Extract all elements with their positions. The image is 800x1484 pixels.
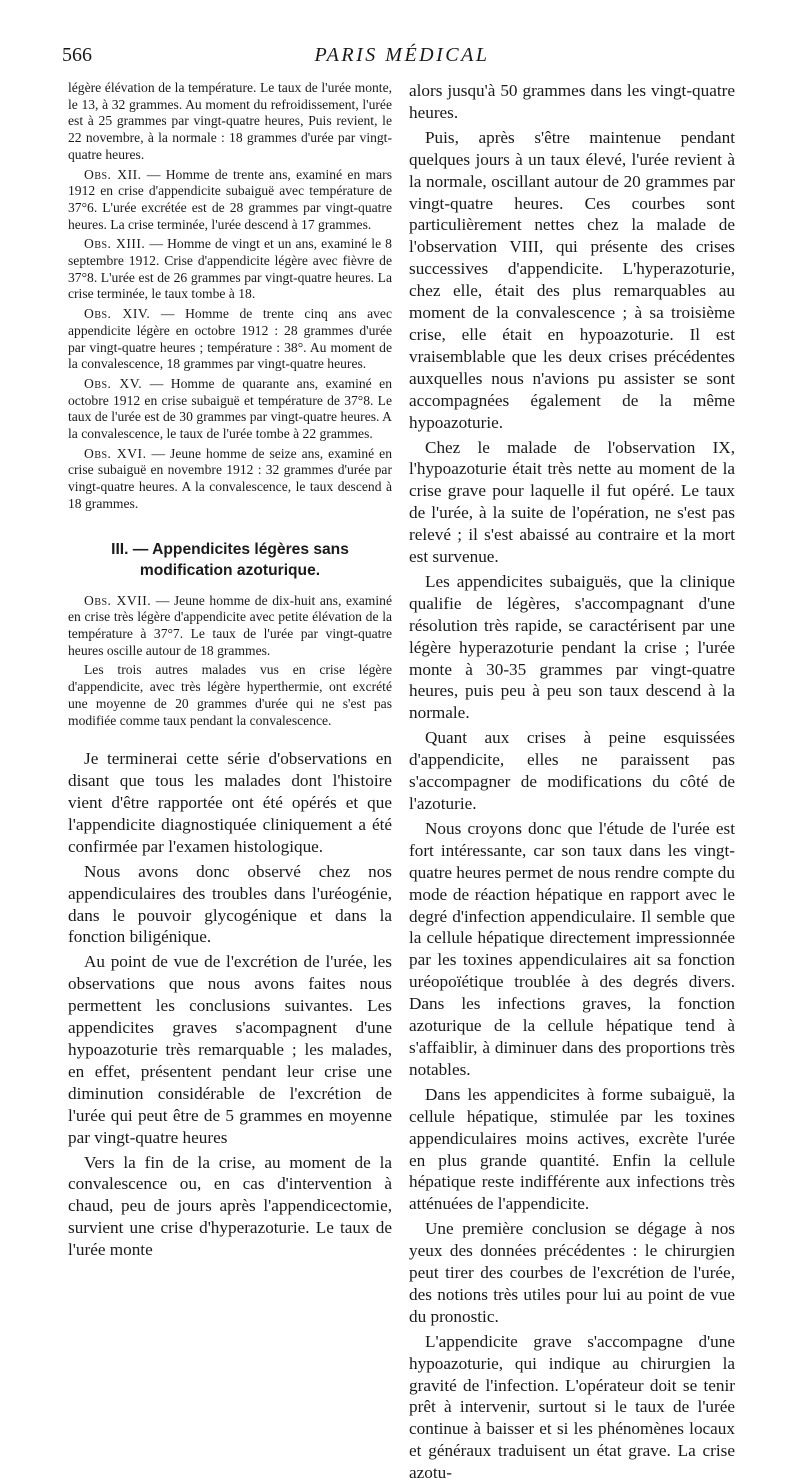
body-paragraph: Nous croyons donc que l'étude de l'urée est fort intéressante, car son taux dans les vingt-quatre heures permet de nous rendre compte du mode de réaction hépatique en rapport avec le degré d'infection appendiculaire. Il semble que la cellule hépatique directement impressionnée par les toxines appendiculaires ait sa fonction uréopoïétique troublée à des degrés divers. Dans les infections graves, la fonction azoturique de la cellule hépatique tend à s'affaiblir, à diminuer dans des proportions très notables. <box>409 818 735 1079</box>
observation-text: — Homme de vingt et un ans, examiné le 8 septembre 1912. Crise d'appendicite légère avec fièvre de 37°8. L'urée est de 26 grammes par vingt-quatre heures. La crise terminée, le taux tombe à 18. <box>68 236 392 302</box>
observation-xii <box>68 167 392 234</box>
page-number: 566 <box>62 44 92 66</box>
observation-xvii <box>68 593 392 660</box>
body-paragraph: Les appendicites subaiguës, que la clinique qualifie de légères, s'accompagnant d'une résolution très rapide, se caractérisent par une légère hyperazoturie pendant la crise ; l'urée monte à 30-35 grammes par vingt-quatre heures, puis peu à peu son taux descend à la normale. <box>409 571 735 723</box>
body-paragraph: Je terminerai cette série d'observations en disant que tous les malades dont l'histoire vient d'être rapportée ont été opérés et que l'appendicite diagnostiquée cliniquement a été confirmée par l'examen histologique. <box>68 749 392 856</box>
obs-continuation: légère élévation de la température. Le taux de l'urée monte, le 13, à 32 grammes. Au moment du refroidissement, l'urée est à 25 grammes par vingt-quatre heures, Puis revient, le 22 novembre, à la normale : 18 grammes d'urée par vingt-quatre heures. <box>68 80 392 162</box>
body-paragraph: Au point de vue de l'excrétion de l'urée, les observations que nous avons faites nous permettent les conclusions suivantes. Les appendicites graves s'acompagnent d'une hypoazoturie très remarquable ; les malades, en effet, présentent pendant leur crise une diminution considérable de l'excrétion de l'urée qui peut être de 5 grammes en moyenne par vingt-quatre heures <box>68 952 392 1147</box>
observation-xiii <box>68 236 392 303</box>
observation-label: Obs. XII. <box>84 166 142 182</box>
body-paragraph: Vers la fin de la crise, au moment de la convalescence ou, en cas d'intervention à chaud, peu de jours après l'appendicectomie, survient une crise d'hyperazoturie. Le taux de l'urée monte <box>68 1152 392 1260</box>
observation-text: — Jeune homme de dix-huit ans, examiné en crise très légère d'appendicite avec petite élévation de la température à 37°7. Le taux de l'urée par vingt-quatre heures oscille autour de 18 grammes. <box>68 592 392 658</box>
observation-label: Obs. XIII. <box>84 236 146 252</box>
body-paragraph: Chez le malade de l'observation IX, l'hypoazoturie était très nette au moment de la crise grave pour laquelle il fut opéré. Le taux de l'urée, à la suite de l'opération, ne s'est pas relevé ; il s'est abaissé au contraire et la mort est survenue. <box>409 437 735 567</box>
body-paragraph: L'appendicite grave s'accompagne d'une hypoazoturie, qui indique au chirurgien la gravité de l'infection. L'opérateur doit se tenir prêt à intervenir, surtout si le taux de l'urée continue à baisser et si les phénomènes locaux et généraux traduisent un état grave. La crise azotu- <box>409 1331 735 1483</box>
observation-xiv <box>68 306 392 373</box>
body-paragraph: alors jusqu'à 50 grammes dans les vingt-quatre heures. <box>409 81 735 122</box>
observation-label: Obs. XVI. <box>84 445 147 461</box>
body-paragraph: Nous avons donc observé chez nos appendiculaires des troubles dans l'uréogénie, dans le pouvoir glycogénique et dans la fonction biligénique. <box>68 861 392 947</box>
body-paragraph: Une première conclusion se dégage à nos yeux des données précédentes : le chirurgien peut tirer des courbes de l'excrétion de l'urée, des notions très utiles pour lui au point de vue du pronostic. <box>409 1219 735 1326</box>
observation-text: — Jeune homme de seize ans, examiné en crise subaiguë en novembre 1912 : 32 grammes d'urée par vingt-quatre heures. A la convalescence, le taux descend à 18 grammes. <box>68 445 392 511</box>
journal-title: PARIS MÉDICAL <box>314 44 490 66</box>
observation-xv <box>68 376 392 443</box>
observation-text: — Homme de trente cinq ans avec appendicite légère en octobre 1912 : 28 grammes d'urée par vingt-quatre heures ; température : 38°. Au moment de la convalescence, 18 grammes par vingt-quatre heures. <box>68 306 393 372</box>
section-heading: III. — Appendicites légères sans modification azoturique. <box>111 540 349 579</box>
observation-text: — Homme de quarante ans, examiné en octobre 1912 en crise subaiguë et température de 37°8. Le taux de l'urée est de 30 grammes par vingt-quatre heures. A la convalescence, le taux de l'urée tombe à 22 grammes. <box>68 375 393 442</box>
right-column <box>409 80 735 1484</box>
observation-label: Obs. XV. <box>84 375 143 391</box>
body-paragraph: Puis, après s'être maintenue pendant quelques jours à un taux élevé, l'urée revient à la normale, oscillant autour de 20 grammes par vingt-quatre heures. Ces courbes sont particulièrement nettes chez la malade de l'observation VIII, qui présente des crises successives d'appendicite. L'hyperazoturie, chez elle, était des plus remarquables au moment de la convalescence ; à sa troisième crise, elle était en hypoazoturie. Il est vraisemblable que les deux crises précédentes auxquelles nous n'avions pu assister se sont accompagnées également de la même hypoazoturie. <box>409 127 735 432</box>
observation-xvi <box>68 446 392 513</box>
body-paragraph: Dans les appendicites à forme subaiguë, la cellule hépatique, stimulée par les toxines appendiculaires moins actives, excrète l'urée en plus grande quantité. Enfin la cellule hépatique reste indifférente aux infections très atténuées de l'appendicite. <box>409 1084 735 1214</box>
observation-note: Les trois autres malades vus en crise légère d'appendicite, avec très légère hyperthermie, ont excrété une moyenne de 20 grammes d'urée qui ne s'est pas modifiée comme taux pendant la convalescence. <box>68 662 392 728</box>
observation-text: — Homme de trente ans, examiné en mars 1912 en crise d'appendicite subaiguë avec température de 37°6. L'urée excrétée est de 28 grammes par vingt-quatre heures. La crise terminée, l'urée descend à 17 grammes. <box>68 166 392 232</box>
observation-label: Obs. XIV. <box>84 306 151 322</box>
left-column <box>68 80 392 1261</box>
observation-label: Obs. XVII. <box>84 592 152 608</box>
page-header <box>62 42 742 72</box>
body-paragraph: Quant aux crises à peine esquissées d'appendicite, elles ne paraissent pas s'accompagner de modifications du côté de l'azoturie. <box>409 728 735 813</box>
